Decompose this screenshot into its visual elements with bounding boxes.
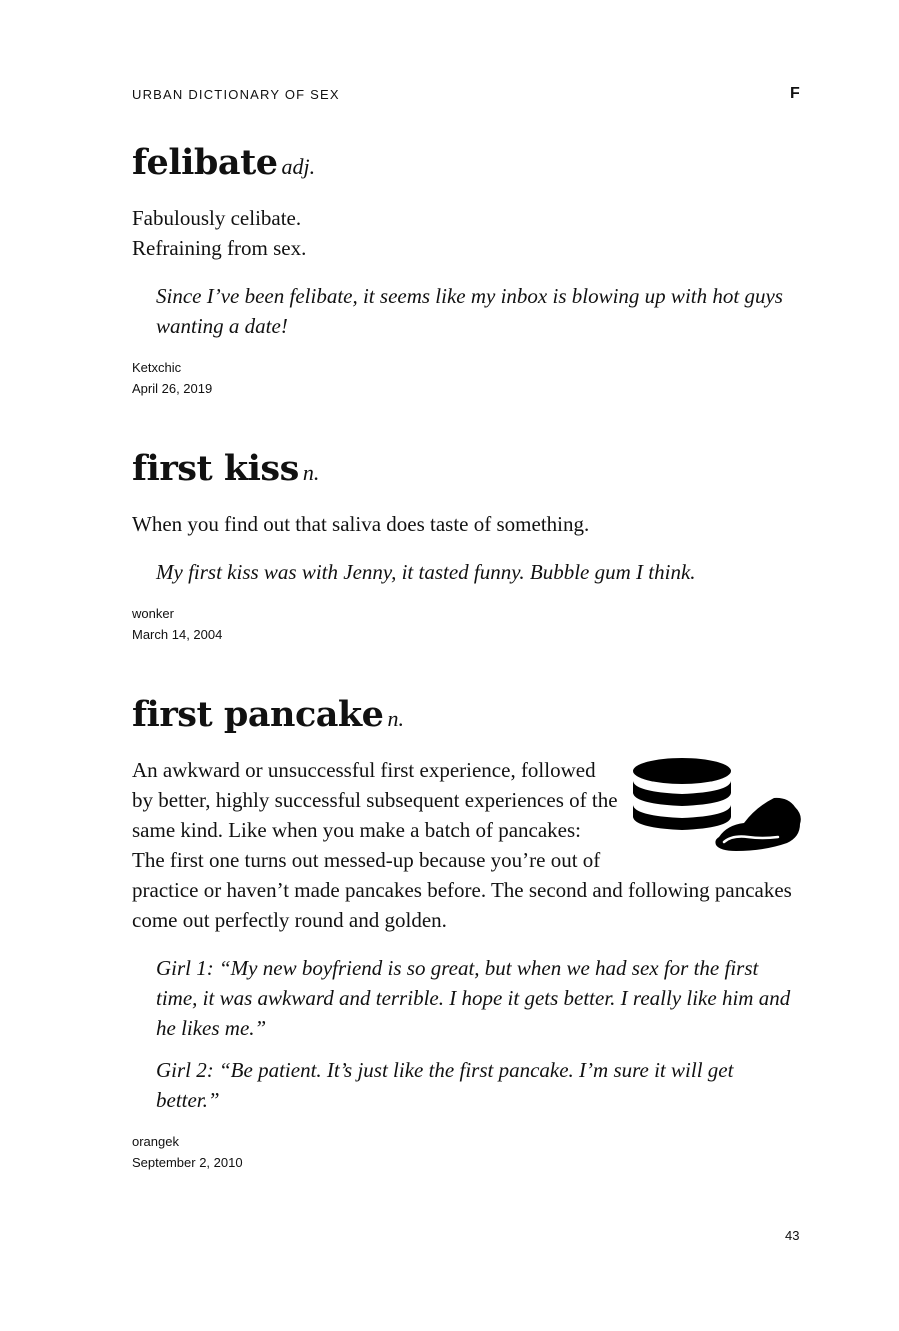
entry-meta: [132, 603, 802, 645]
part-of-speech: n.: [387, 706, 404, 731]
entry-date: March 14, 2004: [132, 627, 223, 642]
entry-felibate: [132, 141, 802, 399]
entry-example: Girl 1: “My new boyfriend is so great, but when we had sex for the first time, it was awkward and terrible. I hope it gets better. I really like him and he likes me.”: [156, 956, 791, 1040]
entry-definition: When you find out that saliva does taste of something.: [132, 512, 590, 536]
definition-line: Refraining from sex.: [132, 236, 307, 260]
entry-author: Ketxchic: [132, 360, 182, 375]
section-letter: F: [790, 85, 800, 102]
page-number: 43: [785, 1228, 800, 1243]
entry-definition: [132, 203, 802, 263]
part-of-speech: n.: [302, 460, 320, 485]
entry-headword: [132, 141, 802, 189]
entry-example: Girl 2: “Be patient. It’s just like the first pancake. I’m sure it will get better.”: [156, 1058, 734, 1112]
entry-date: September 2, 2010: [132, 1155, 243, 1170]
entry-example: Since I’ve been felibate, it seems like my inbox is blowing up with hot guys wanting a date!: [156, 284, 783, 338]
entry-first-kiss: [132, 447, 802, 645]
entry-definition: An awkward or unsuccessful first experience, followed by better, highly successful subsequent experiences of the same kind. Like when you make a batch of pancakes: The first one turns out messed-up because you’re out of practice or haven’t made pancakes before. The second and following pancakes come out perfectly round and golden.: [132, 758, 792, 932]
entry-headword: [132, 693, 802, 741]
pancake-stack-icon: [632, 757, 802, 855]
part-of-speech: adj.: [281, 154, 316, 179]
running-head: URBAN DICTIONARY OF SEX: [132, 87, 340, 102]
entry-author: wonker: [132, 606, 174, 621]
headword-text: first kiss: [132, 448, 299, 489]
entry-definition-block: [132, 755, 802, 935]
entry-author: orangek: [132, 1134, 179, 1149]
definition-line: Fabulously celibate.: [132, 206, 302, 230]
headword-text: first pancake: [132, 694, 384, 735]
entry-date: April 26, 2019: [132, 381, 213, 396]
entry-meta: [132, 357, 802, 399]
entry-example: My first kiss was with Jenny, it tasted funny. Bubble gum I think.: [156, 560, 696, 584]
entry-meta: [132, 1131, 802, 1173]
entry-headword: [132, 447, 802, 495]
headword-text: felibate: [132, 142, 278, 183]
entry-first-pancake: [132, 693, 802, 1173]
